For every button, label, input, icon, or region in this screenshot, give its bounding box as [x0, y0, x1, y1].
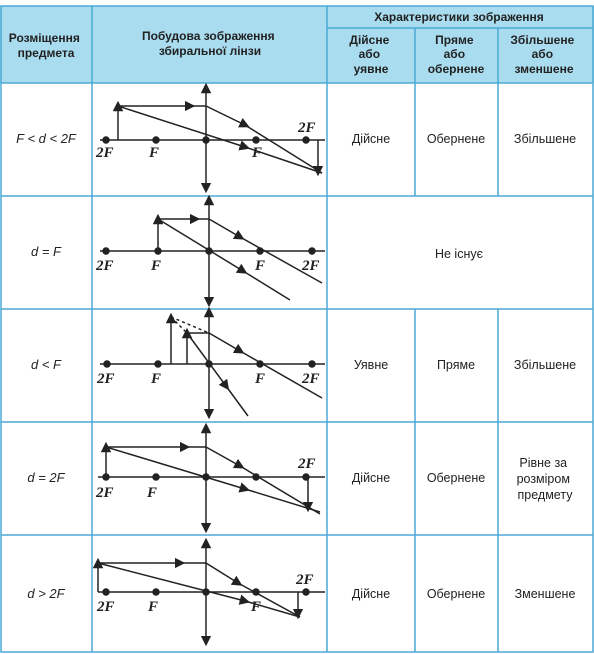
- header-col2: Побудова зображення збиральної лінзи: [141, 29, 275, 58]
- row4-real: Дійсне: [351, 471, 391, 485]
- header-enlarged-reduced: Збільшене або зменшене: [510, 33, 575, 76]
- label-2f-left-r5: 2F: [97, 599, 115, 615]
- label-2f-right-r3: 2F: [302, 371, 320, 387]
- row5-size: Зменшене: [514, 587, 576, 601]
- row4-orient: Обернене: [426, 471, 486, 485]
- diagram-row-1: [100, 88, 325, 188]
- diagram-row-2: [100, 200, 325, 302]
- row1-real: Дійсне: [351, 132, 391, 146]
- condition-row-3: d < F: [31, 357, 61, 372]
- point-2f-right: [303, 137, 309, 143]
- label-f-left-r2: F: [151, 258, 162, 274]
- label-2f-left-r4: 2F: [96, 485, 114, 501]
- row5-orient: Обернене: [426, 587, 486, 601]
- label-2f-left-r1: 2F: [96, 145, 114, 161]
- header-characteristics: Характеристики зображення: [374, 10, 544, 24]
- virtual-ray: [171, 317, 209, 333]
- label-f-left-r3: F: [151, 371, 162, 387]
- label-f-right-r3: F: [255, 371, 266, 387]
- row2-merged: Не існує: [434, 247, 484, 261]
- row4-size: Рівне за розміром предмету: [516, 456, 573, 502]
- point-f-right: [253, 137, 259, 143]
- header-upright-inverted: Пряме або обернене: [427, 33, 485, 76]
- label-f-right-r2: F: [255, 258, 266, 274]
- table-grid: [1, 6, 593, 652]
- row5-real: Дійсне: [351, 587, 391, 601]
- ray-center: [118, 106, 245, 147]
- diagram-row-4: [98, 428, 325, 528]
- label-2f-left-r2: 2F: [96, 258, 114, 274]
- label-f-left-r4: F: [147, 485, 158, 501]
- row1-orient: Обернене: [426, 132, 486, 146]
- row3-real: Уявне: [353, 358, 389, 372]
- diagram-row-5: [98, 543, 325, 641]
- condition-row-4: d = 2F: [27, 470, 65, 485]
- label-2f-left-r3: 2F: [97, 371, 115, 387]
- label-f-right-r1: F: [252, 145, 263, 161]
- lens-center: [203, 137, 209, 143]
- condition-row-2: d = F: [31, 244, 61, 259]
- label-2f-right-r1: 2F: [298, 120, 316, 136]
- label-f-left-r1: F: [149, 145, 160, 161]
- label-2f-right-r4: 2F: [298, 456, 316, 472]
- diagram-row-3: [100, 312, 325, 416]
- row1-size: Збільшене: [513, 132, 577, 146]
- label-f-right-r5: F: [251, 599, 262, 615]
- label-f-left-r5: F: [148, 599, 159, 615]
- row3-size: Збільшене: [513, 358, 577, 372]
- condition-row-1: F < d < 2F: [16, 131, 76, 146]
- condition-row-5: d > 2F: [27, 586, 65, 601]
- label-2f-right-r2: 2F: [302, 258, 320, 274]
- header-real-virtual: Дійсне або уявне: [349, 33, 390, 76]
- label-2f-right-r5: 2F: [296, 572, 314, 588]
- point-f-left: [153, 137, 159, 143]
- header-col1: Розміщення предмета: [8, 31, 80, 60]
- row3-orient: Пряме: [436, 358, 476, 372]
- point-2f-left: [103, 137, 109, 143]
